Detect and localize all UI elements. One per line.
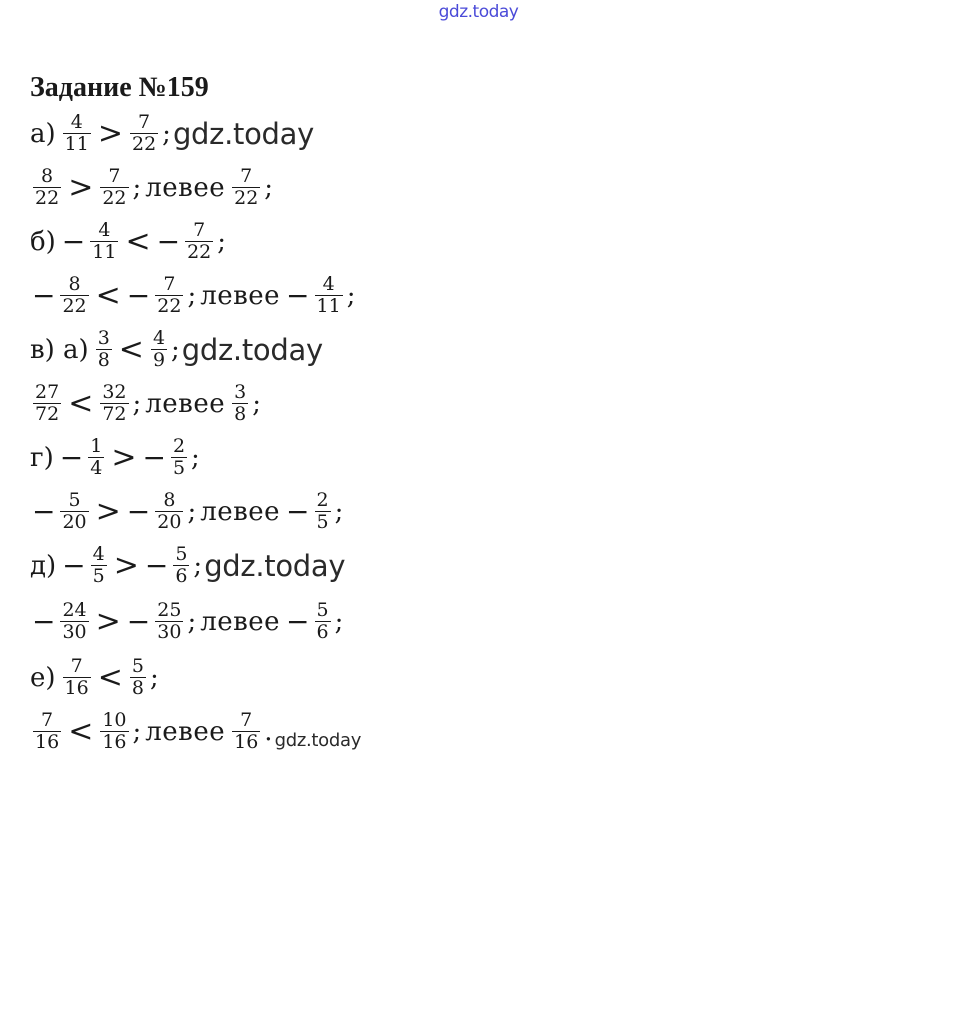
- comparison-sign: >: [111, 440, 137, 475]
- denominator: 30: [157, 621, 182, 643]
- denominator: 6: [175, 565, 188, 587]
- denominator: 9: [152, 349, 166, 371]
- comparison-sign: >: [97, 116, 123, 151]
- denominator: 4: [90, 457, 103, 479]
- numerator: 7: [240, 165, 253, 188]
- denominator: 5: [316, 511, 329, 533]
- minus-sign: −: [142, 441, 166, 474]
- denominator: 22: [187, 241, 212, 263]
- item-label: е): [30, 663, 56, 693]
- fraction: [315, 601, 331, 643]
- numerator: 2: [172, 435, 186, 458]
- task-title: Задание №159: [30, 72, 209, 103]
- minus-sign: −: [59, 441, 84, 474]
- word-left: левее: [200, 281, 281, 311]
- math-line-e: [30, 651, 159, 705]
- punctuation: ;: [171, 335, 180, 365]
- word-left: левее: [145, 173, 226, 203]
- fraction: [33, 167, 61, 209]
- minus-sign: −: [126, 279, 151, 312]
- math-line-b-solution: [30, 269, 355, 323]
- denominator: 22: [131, 133, 157, 155]
- fraction: [33, 711, 61, 753]
- minus-sign: −: [61, 225, 86, 258]
- denominator: 22: [102, 187, 127, 209]
- numerator: 5: [316, 599, 329, 622]
- word-left: левее: [200, 497, 281, 527]
- numerator: 4: [322, 273, 335, 296]
- denominator: 22: [35, 187, 60, 209]
- fraction: [90, 221, 118, 263]
- math-line-g: [30, 431, 200, 485]
- numerator: 5: [68, 489, 81, 512]
- fraction: [88, 437, 104, 479]
- denominator: 22: [234, 187, 259, 209]
- comparison-sign: <: [125, 224, 151, 259]
- punctuation: ;: [346, 281, 356, 311]
- comparison-sign: >: [68, 170, 94, 205]
- punctuation: ;: [162, 119, 171, 149]
- numerator: 10: [102, 709, 127, 732]
- math-line-d: [30, 539, 345, 593]
- fraction: [33, 383, 61, 425]
- denominator: 72: [102, 403, 127, 425]
- fraction: [151, 329, 167, 371]
- fraction: [130, 113, 158, 155]
- numerator: 7: [138, 111, 151, 134]
- minus-sign: −: [62, 549, 86, 582]
- numerator: 24: [62, 599, 87, 622]
- fraction: [100, 167, 128, 209]
- punctuation: ;: [187, 281, 197, 311]
- punctuation: ;: [334, 607, 344, 637]
- numerator: 4: [98, 219, 111, 242]
- fraction: [171, 437, 187, 479]
- watermark-text: gdz.today: [181, 333, 323, 367]
- numerator: 8: [41, 165, 54, 188]
- minus-sign: −: [144, 549, 169, 582]
- numerator: 7: [163, 273, 176, 296]
- fraction: [155, 275, 183, 317]
- fraction: [100, 711, 128, 753]
- fraction: [100, 383, 128, 425]
- denominator: 22: [157, 295, 182, 317]
- math-line-e-solution: [30, 705, 361, 759]
- fraction: [60, 601, 88, 643]
- fraction: [63, 657, 91, 699]
- punctuation: ;: [132, 717, 142, 747]
- numerator: 5: [175, 543, 188, 566]
- numerator: 7: [108, 165, 121, 188]
- minus-sign: −: [126, 495, 151, 528]
- watermark-text: gdz.today: [204, 549, 346, 583]
- math-line-a-solution: [30, 161, 273, 215]
- comparison-sign: <: [95, 278, 121, 313]
- comparison-sign: >: [95, 604, 121, 639]
- fraction: [315, 491, 331, 533]
- comparison-sign: <: [118, 332, 144, 367]
- fraction: [315, 275, 343, 317]
- numerator: 4: [152, 327, 166, 350]
- fraction: [155, 601, 183, 643]
- fraction: [173, 545, 189, 587]
- denominator: 8: [97, 349, 110, 371]
- math-line-v-solution: [30, 377, 261, 431]
- denominator: 8: [234, 403, 247, 425]
- header-watermark: gdz.today: [438, 2, 519, 22]
- punctuation: .: [264, 717, 273, 747]
- punctuation: ;: [217, 227, 227, 257]
- fraction: [96, 329, 112, 371]
- punctuation: ;: [132, 173, 142, 203]
- math-line-d-solution: [30, 595, 343, 649]
- denominator: 20: [157, 511, 182, 533]
- comparison-sign: <: [68, 386, 94, 421]
- punctuation: ;: [191, 443, 200, 473]
- denominator: 16: [35, 731, 60, 753]
- denominator: 6: [316, 621, 329, 643]
- item-label: г): [30, 443, 54, 473]
- fraction: [232, 711, 260, 753]
- minus-sign: −: [32, 605, 56, 638]
- watermark-text: gdz.today: [172, 117, 314, 151]
- fraction: [232, 383, 248, 425]
- denominator: 16: [64, 677, 89, 699]
- numerator: 2: [316, 489, 329, 512]
- punctuation: ;: [264, 173, 274, 203]
- minus-sign: −: [286, 495, 310, 528]
- numerator: 7: [193, 219, 206, 242]
- item-label: д): [30, 551, 57, 581]
- numerator: 25: [157, 599, 182, 622]
- word-left: левее: [145, 717, 226, 747]
- numerator: 8: [163, 489, 176, 512]
- fraction: [232, 167, 260, 209]
- fraction: [185, 221, 213, 263]
- punctuation: ;: [252, 389, 261, 419]
- denominator: 22: [62, 295, 87, 317]
- math-line-b: [30, 215, 226, 269]
- numerator: 3: [234, 381, 247, 404]
- denominator: 5: [172, 457, 186, 479]
- minus-sign: −: [32, 495, 56, 528]
- item-label: б): [30, 227, 56, 257]
- comparison-sign: >: [95, 494, 121, 529]
- comparison-sign: <: [97, 660, 123, 695]
- fraction: [130, 657, 146, 699]
- punctuation: ;: [334, 497, 344, 527]
- math-line-g-solution: [30, 485, 343, 539]
- denominator: 5: [92, 565, 105, 587]
- denominator: 8: [131, 677, 144, 699]
- minus-sign: −: [286, 605, 310, 638]
- numerator: 5: [131, 655, 144, 678]
- numerator: 1: [90, 435, 103, 458]
- math-line-a: [30, 107, 314, 161]
- numerator: 4: [92, 543, 105, 566]
- denominator: 72: [35, 403, 60, 425]
- numerator: 4: [70, 111, 83, 134]
- punctuation: ;: [193, 551, 203, 581]
- denominator: 11: [316, 295, 341, 317]
- numerator: 7: [240, 709, 253, 732]
- numerator: 8: [68, 273, 81, 296]
- fraction: [60, 275, 88, 317]
- minus-sign: −: [286, 279, 310, 312]
- fraction: [63, 113, 91, 155]
- minus-sign: −: [126, 605, 151, 638]
- numerator: 27: [35, 381, 60, 404]
- numerator: 7: [41, 709, 54, 732]
- item-label: в) а): [30, 335, 89, 365]
- fraction: [91, 545, 107, 587]
- punctuation: ;: [149, 663, 159, 693]
- denominator: 30: [62, 621, 87, 643]
- word-left: левее: [200, 607, 281, 637]
- comparison-sign: >: [113, 548, 139, 583]
- minus-sign: −: [32, 279, 56, 312]
- punctuation: ;: [132, 389, 142, 419]
- denominator: 16: [102, 731, 127, 753]
- punctuation: ;: [187, 497, 197, 527]
- fraction: [155, 491, 183, 533]
- word-left: левее: [145, 389, 226, 419]
- item-label: а): [30, 119, 56, 149]
- denominator: 11: [64, 133, 89, 155]
- numerator: 32: [102, 381, 127, 404]
- denominator: 20: [62, 511, 87, 533]
- denominator: 16: [234, 731, 259, 753]
- punctuation: ;: [187, 607, 197, 637]
- comparison-sign: <: [68, 714, 94, 749]
- numerator: 7: [70, 655, 83, 678]
- denominator: 11: [92, 241, 117, 263]
- watermark-text: gdz.today: [274, 730, 362, 751]
- minus-sign: −: [156, 225, 181, 258]
- fraction: [60, 491, 88, 533]
- numerator: 3: [97, 327, 110, 350]
- math-line-v: [30, 323, 323, 377]
